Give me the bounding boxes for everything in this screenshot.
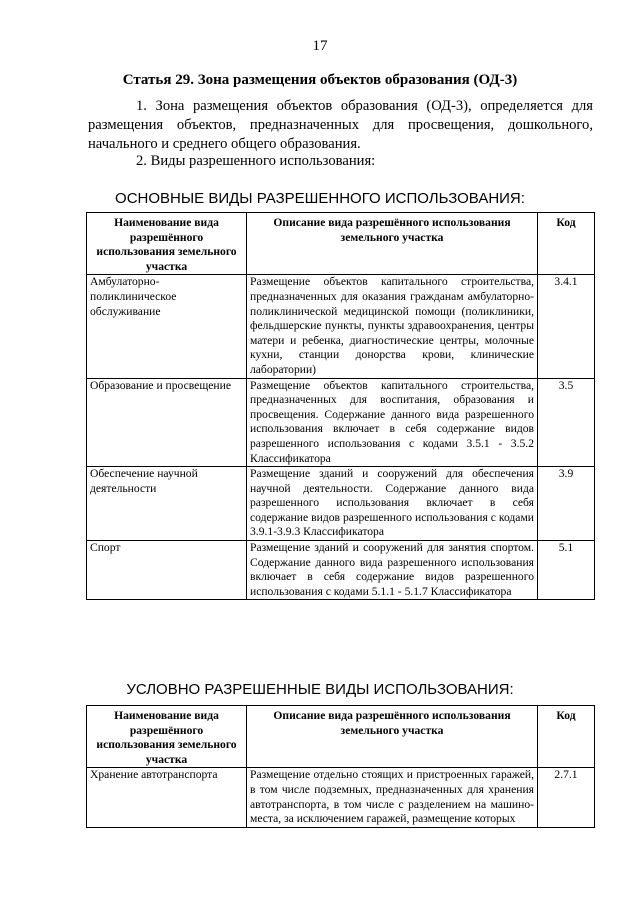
cell-name: Хранение автотранспорта xyxy=(87,768,247,827)
cell-code: 5.1 xyxy=(538,541,595,600)
table-row xyxy=(87,467,595,541)
cell-description: Размещение отдельно стоящих и пристроенных гаражей, в том числе подземных, предназначенных для хранения автотранспорта, в том числе с разделением на машино-места, за исключением гаражей, размещение которых xyxy=(247,768,538,827)
cell-code: 3.5 xyxy=(538,378,595,467)
main-uses-heading: ОСНОВНЫЕ ВИДЫ РАЗРЕШЕННОГО ИСПОЛЬЗОВАНИЯ: xyxy=(115,190,525,207)
header-description: Описание вида разрешённого использования земельного участка xyxy=(247,213,538,275)
header-name: Наименование вида разрешённого использования земельного участка xyxy=(87,706,247,768)
conditional-uses-table xyxy=(86,705,595,828)
cell-name: Образование и просвещение xyxy=(87,378,247,467)
article-title: Статья 29. Зона размещения объектов образования (ОД-3) xyxy=(122,72,518,88)
conditional-uses-heading: УСЛОВНО РАЗРЕШЕННЫЕ ВИДЫ ИСПОЛЬЗОВАНИЯ: xyxy=(126,681,514,698)
cell-description: Размещение объектов капитального строительства, предназначенных для воспитания, образования и просвещения. Содержание данного вида разрешенного использования включает в себя содержание видов разрешенного использования с кодами 3.5.1 - 3.5.2 Классификатора xyxy=(247,378,538,467)
header-name: Наименование вида разрешённого использования земельного участка xyxy=(87,213,247,275)
table-row xyxy=(87,541,595,600)
cell-description: Размещение зданий и сооружений для обеспечения научной деятельности. Содержание данного вида разрешенного использования включает в себя содержание видов разрешенного использования с кодами 3.9.1-3.9.3 Классификатора xyxy=(247,467,538,541)
header-code: Код xyxy=(538,213,595,275)
cell-code: 3.4.1 xyxy=(538,275,595,378)
table-row xyxy=(87,275,595,378)
table-row xyxy=(87,378,595,467)
cell-code: 3.9 xyxy=(538,467,595,541)
cell-name: Спорт xyxy=(87,541,247,600)
paragraph-zone-purpose: 1. Зона размещения объектов образования (ОД-3), определяется для размещения объектов, предназначенных для просвещения, дошкольного, начального и среднего общего образования. xyxy=(88,98,593,152)
header-description: Описание вида разрешённого использования земельного участка xyxy=(247,706,538,768)
cell-description: Размещение объектов капитального строительства, предназначенных для оказания гражданам амбулаторно-поликлинической медицинской помощи (поликлиники, фельдшерские пункты, пункты здравоохранения, центры матери и ребенка, диагностические центры, молочные кухни, станции донорства крови, клинические лаборатории) xyxy=(247,275,538,378)
header-code: Код xyxy=(538,706,595,768)
main-uses-table xyxy=(86,212,595,600)
cell-code: 2.7.1 xyxy=(538,768,595,827)
table-row xyxy=(87,768,595,827)
cell-name: Амбулаторно-поликлиническое обслуживание xyxy=(87,275,247,378)
cell-description: Размещение зданий и сооружений для занятия спортом. Содержание данного вида разрешенного использования включает в себя содержание видов разрешенного использования с кодами 5.1.1 - 5.1.7 Классификатора xyxy=(247,541,538,600)
cell-name: Обеспечение научной деятельности xyxy=(87,467,247,541)
page-number: 17 xyxy=(312,38,328,54)
paragraph-usage-types: 2. Виды разрешенного использования: xyxy=(136,153,376,169)
